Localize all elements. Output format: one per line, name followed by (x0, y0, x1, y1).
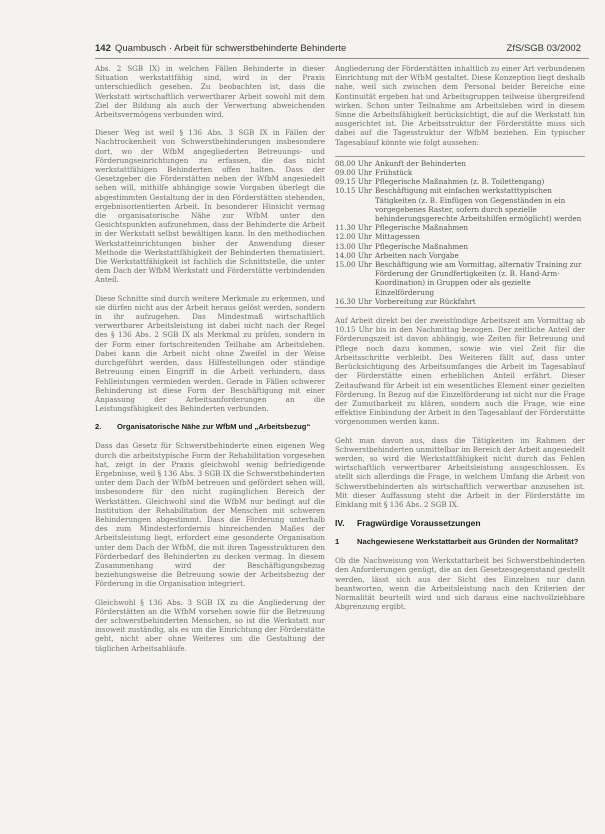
schedule-row (335, 232, 585, 241)
running-header (95, 43, 589, 57)
schedule-activity: Pflegerische Maßnahmen (375, 241, 469, 251)
schedule-time: 15.00 Uhr (335, 260, 372, 270)
subsection-title: Nachgewiesene Werkstattarbeit aus Gründen der Normalität? (357, 537, 579, 547)
schedule-row (335, 251, 585, 260)
schedule-row (335, 159, 585, 168)
schedule-activity: Arbeiten nach Vorgabe (375, 250, 459, 260)
schedule-row (335, 260, 585, 297)
schedule-time: 11.30 Uhr (335, 223, 372, 233)
schedule-row (335, 177, 585, 186)
subsection-number: 1 (335, 537, 340, 547)
schedule-rule (335, 307, 585, 308)
schedule-rule (335, 156, 585, 157)
section-title: Organisatorische Nähe zur WfbM und „Arbeitsbezug“ (117, 422, 311, 432)
paragraph: Dieser Weg ist weil § 136 Abs. 3 SGB IX in Fällen der Nachtrockenheit von Schwerstbehinderungen insbesondere dort, wo der WfbM angegliederten Betreuungs- und Förderungseinrichtungen zu erfassen, die das nicht werkstattfähigen Behinderten offen halten. Dass der Gesetzgeber die Förderstätten neben der WfbM angesiedelt sehen will, mithilfe abhängige sowie Vorgaben überlegt die abgestimmten Gestaltung der in den Förderstätten stehenden, ergebnisorientierten Arbeit. In besonderer Hinsicht vermag die organisatorische Nähe zur WfbM unter den Gesichtspunkten aufzunehmen, dass der Behinderte die Arbeit in der Werkstatt selbst bewältigen kann. In den methodischen Werkstatteinrichtungen bisher der Anwendung dieser Methode die Werkstattfähigkeit der Behinderten thematisiert. Die Werkstattfähigkeit ist fachlich die Schnittstelle, die unter dem Dach der WfbM Werkstatt und Förderstätte verbindenden Anteil. (95, 128, 325, 285)
schedule-time: 16.30 Uhr (335, 296, 372, 306)
section-number: 2. (95, 422, 102, 432)
daily-schedule (335, 156, 585, 308)
right-column (335, 64, 585, 620)
schedule-activity: Mittagessen (375, 232, 420, 242)
schedule-activity: Beschäftigung mit einfachen werkstatttypischen Tätigkeiten (z. B. Einfügen von Gegenständen in ein vorgegebenes Raster, sofern durch spezielle behinderungsgerechte Arbeitshilfen ermöglicht) werden (375, 186, 582, 224)
schedule-activity: Beschäftigung wie am Vormittag, alternativ Training zur Förderung der Grundfertigkeiten (z. B. Hand-Arm-Koordination) in Gruppen oder als gezielte Einzelförderung (375, 260, 582, 297)
journal-reference: ZfS/SGB 03/2002 (506, 43, 581, 54)
paragraph: Gleichwohl § 136 Abs. 3 SGB IX zu die Angliederung der Förderstätten an die WfbM vorsehen sowie für die Betreuung der schwerstbehinderten Menschen, so ist die Werkstatt nur insoweit zuständig, als es um die Einrichtung der Förderstätte geht, nicht aber ohne Weiteres um die Gestaltung der täglichen Arbeitsabläufe. (95, 597, 325, 653)
schedule-activity: Frühstück (375, 168, 413, 178)
schedule-time: 08.00 Uhr (335, 158, 372, 168)
schedule-time: 12.00 Uhr (335, 232, 372, 242)
paragraph: Geht man davon aus, dass die Tätigkeiten im Rahmen der Schwerstbehinderten unmittelbar im Bereich der Arbeit angesiedelt werden, so wird die Werkstattfähigkeit nicht durch das Fehlen wirtschaftlich verwertbarer Arbeitsleistung ausgeschlossen. Es stellt sich allerdings die Frage, in welchem Umfang die Arbeit von Schwerstbehinderten als wirtschaftlich verwertbar anzusehen ist. Mit dieser Auffassung steht die Arbeit in der Förderstätte im Einklang mit § 136 Abs. 2 SGB IX. (335, 435, 585, 509)
page-number: 142 (95, 43, 111, 54)
paragraph: Diese Schnitte sind durch weitere Merkmale zu erkennen, und sie dürfen nicht aus der Arbeit heraus gelöst werden, sondern in ihr aufzugehen. Das Mindestmaß wirtschaftlich verwertbarer Arbeitsleistung ist dabei nicht nach der Regel des § 136 Abs. 2 SGB IX als Merkmal zu prüfen, sondern in der Form einer fortschreitenden Teilhabe am Arbeitsleben. Dabei kann die Arbeit nicht ohne Zweifel in der Weise durchgeführt werden, dass Hilfestellungen oder ständige Betreuung einen Eingriff in die Arbeit verhindern, dass Fehlleistungen vermieden werden. Gerade in Fällen schwerer Behinderung ist diese Form der Beschäftigung mit einer Anpassung der Arbeitsanforderungen an die Leistungsfähigkeit des Behinderten verbunden. (95, 293, 325, 414)
schedule-activity: Vorbereitung zur Rückfahrt (375, 296, 476, 306)
header-rule (95, 58, 589, 59)
schedule-activity: Pflegerische Maßnahmen (z. B. Toilettengang) (375, 177, 545, 187)
section-number: IV. (335, 518, 345, 529)
schedule-time: 10.15 Uhr (335, 186, 372, 196)
schedule-time: 09.00 Uhr (335, 168, 372, 178)
paragraph: Abs. 2 SGB IX) in welchen Fällen Behinderte in dieser Situation werkstattfähig sind, wird in der Praxis unterschiedlich gesehen. Zu beobachten ist, dass die Werkstatt wirtschaftlich verwertbarer Arbeit sowohl mit dem Ziel der Bildung als auch der Verwertung abweichenden Arbeitsvermögens verbunden wird. (95, 64, 325, 120)
paragraph: Auf Arbeit direkt bei der zweistündige Arbeitszeit am Vormittag ab 10.15 Uhr bis in den Nachmittag bezogen. Der zeitliche Anteil der Förderungszeit ist davon abhängig, wie Zeiten für Betreuung und Pflege noch dazu kommen, sowie wie viel Zeit für die Arbeitsschritte verbleibt. Des Weiteren fällt auf, dass unter Berücksichtigung des Arbeitsumfanges die Arbeit im Tagesablauf der Förderstätte einen erheblichen Anteil erfährt. Dieser Zeitaufwand für Arbeit ist ein wesentliches Element einer gezielten Förderung. In Bezug auf die Einzelförderung ist nicht nur die Frage der Zumutbarkeit zu klären, sondern auch die Frage, wie eine effektive Einbindung der Arbeit in den Tagesablauf der Förderstätte vorgenommen werden kann. (335, 316, 585, 427)
paragraph: Dass das Gesetz für Schwerstbehinderte einen eigenen Weg durch die arbeitstypische Form der Rehabilitation vorgesehen hat, zeigt in der Praxis gleichwohl wenig befriedigende Ergebnisse, weil § 136 Abs. 3 SGB IX die Schwerstbehinderten unter dem Dach der WfbM betreuen und gefördert sehen will, insbesondere für den nicht zugänglichen Bereich der Werkstätten. Gleichwohl sind die WfbM nur bedingt auf die Institution der Rehabilitation der Menschen mit schweren Behinderungen abgestimmt. Dass die Förderung unterhalb des zum Mindesterfordernis hinreichenden Maßes der Arbeitsleistung liegt, erfordert eine gesonderte Organisation unter dem Dach der WfbM, die mit ihren Tagesstrukturen den Förderbedarf des Behinderten zu decken vermag. In diesem Zusammenhang wird der Beschäftigungsbezug beziehungsweise die Betreuung sowie der Arbeitsbezug der Förderung in die Organisation integriert. (95, 441, 325, 589)
schedule-activity: Pflegerische Maßnahmen (375, 223, 469, 233)
schedule-activity: Ankunft der Behinderten (375, 158, 466, 168)
section-heading (335, 518, 585, 529)
section-title: Fragwürdige Voraussetzungen (357, 518, 481, 529)
schedule-time: 09.15 Uhr (335, 177, 372, 187)
section-heading (95, 422, 325, 432)
paragraph: Ob die Nachweisung von Werkstattarbeit bei Schwerstbehinderten den Anforderungen genügt, die an den Gesetzesgegenstand gestellt werden, lässt sich aus der Sicht des Einzelnen nur dann beantworten, wenn die Arbeitsleistung nach den Kriterien der Normalität beurteilt wird und sich daraus eine nachvollziehbare Abgrenzung ergibt. (335, 556, 585, 612)
schedule-row (335, 186, 585, 223)
schedule-time: 14.00 Uhr (335, 250, 372, 260)
running-title: Quambusch · Arbeit für schwerstbehinderte Behinderte (115, 43, 347, 54)
left-column (95, 64, 325, 662)
schedule-row (335, 242, 585, 251)
schedule-row (335, 168, 585, 177)
schedule-row (335, 297, 585, 306)
paragraph: Angliederung der Förderstätten inhaltlich zu einer Art verbundenen Einrichtung mit der WfbM gestaltet. Diese Konzeption liegt deshalb nahe, weil sich zwischen dem Personal beider Bereiche eine Kontinuität ergeben hat und Arbeitsgruppen teilweise übergreifend wirken. Schon unter Teilnahme am Arbeitsleben wird in diesem Sinne die Arbeitsfähigkeit berücksichtigt, die auf die Werkstatt hin ausgerichtet ist. Die Arbeitsstruktur der Förderstätte muss sich dabei auf die Tagesstruktur der WfbM beziehen. Ein typischer Tagesablauf könnte wie folgt aussehen: (335, 64, 585, 147)
subsection-heading (335, 537, 585, 547)
schedule-time: 13.00 Uhr (335, 241, 372, 251)
schedule-row (335, 223, 585, 232)
